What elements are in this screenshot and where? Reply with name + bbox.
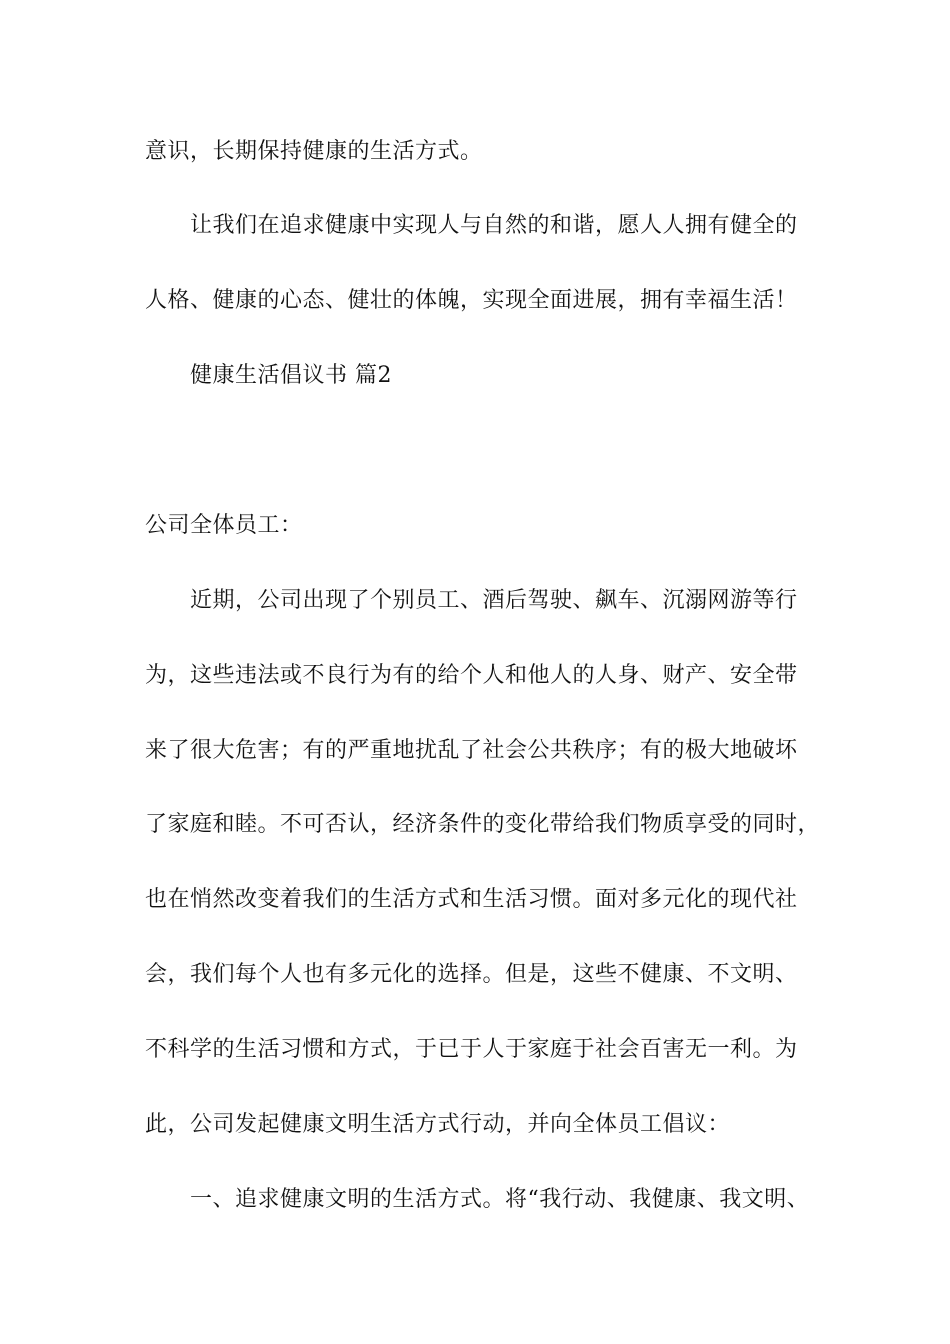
paragraph-line: 一、追求健康文明的生活方式。将“我行动、我健康、我文明、	[190, 1187, 810, 1212]
paragraph-line: 让我们在追求健康中实现人与自然的和谐，愿人人拥有健全的	[190, 213, 798, 238]
paragraph-line: 了家庭和睦。不可否认，经济条件的变化带给我们物质享受的同时，	[145, 812, 821, 837]
section-heading: 健康生活倡议书 篇2	[190, 363, 392, 388]
paragraph-line: 来了很大危害；有的严重地扰乱了社会公共秩序；有的极大地破坏	[145, 738, 798, 763]
paragraph-line: 此，公司发起健康文明生活方式行动，并向全体员工倡议：	[145, 1112, 731, 1137]
paragraph-line: 近期，公司出现了个别员工、酒后驾驶、飙车、沉溺网游等行	[190, 588, 798, 613]
paragraph-line: 人格、健康的心态、健壮的体魄，实现全面进展，拥有幸福生活！	[145, 288, 798, 313]
salutation: 公司全体员工：	[145, 513, 303, 538]
paragraph-line: 会，我们每个人也有多元化的选择。但是，这些不健康、不文明、	[145, 962, 798, 987]
paragraph-line: 为，这些违法或不良行为有的给个人和他人的人身、财产、安全带	[145, 663, 798, 688]
paragraph-line: 不科学的生活习惯和方式，于已于人于家庭于社会百害无一利。为	[145, 1037, 798, 1062]
paragraph-line: 意识，长期保持健康的生活方式。	[145, 139, 483, 164]
paragraph-line: 也在悄然改变着我们的生活方式和生活习惯。面对多元化的现代社	[145, 887, 798, 912]
